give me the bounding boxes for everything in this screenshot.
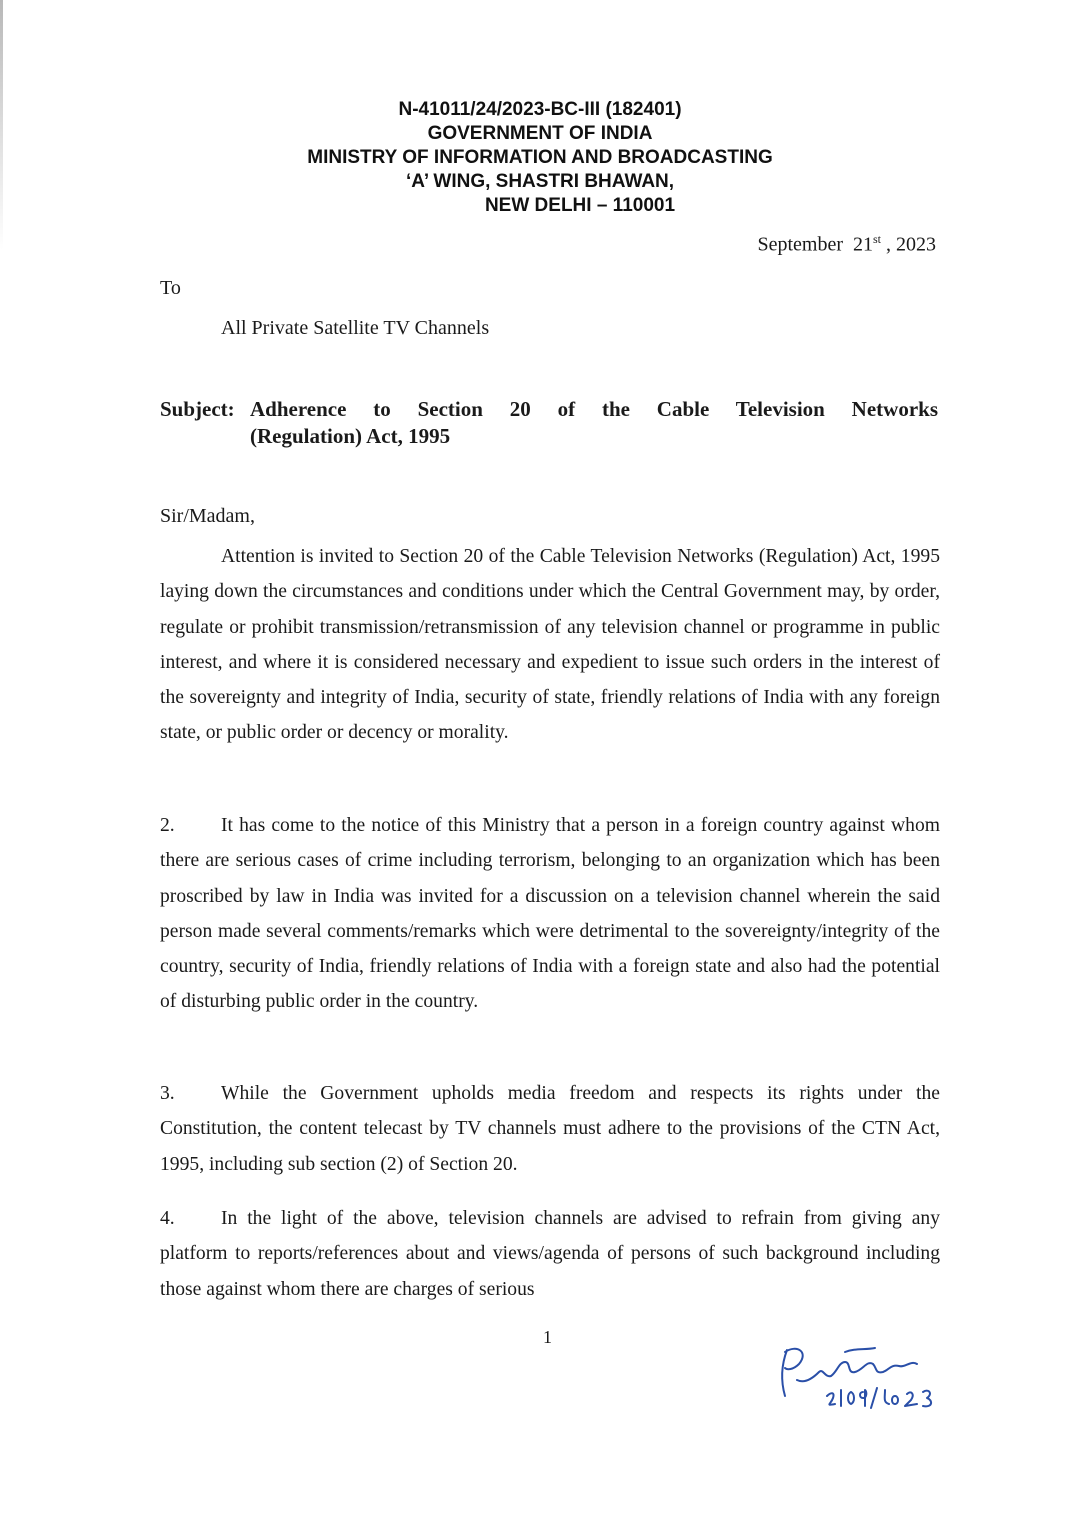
- address-wing: ‘A’ WING, SHASTRI BHAWAN,: [405, 171, 675, 192]
- paragraph-4-text: In the light of the above, television channels are advised to refrain from giving any platform to reports/references about and views/agenda of persons of such background including those against whom there are charges of serious: [160, 1208, 940, 1300]
- paragraph-3-text: While the Government upholds media freedom and respects its rights under the Constitution, the content telecast by TV channels must adhere to the provisions of the CTN Act, 1995, including sub section (2) of Section 20.: [160, 1083, 940, 1175]
- date-month: September: [757, 233, 843, 256]
- letter-date: [757, 232, 936, 257]
- handwritten-signature: [775, 1338, 985, 1418]
- salutation: Sir/Madam,: [160, 505, 255, 527]
- government-heading: GOVERNMENT OF INDIA: [427, 123, 653, 144]
- paragraph-3-number: 3.: [160, 1083, 175, 1104]
- subject-line-1: Adherence to Section 20 of the Cable Television Networks: [250, 397, 938, 421]
- to-label: To: [160, 277, 181, 299]
- paragraph-1-text: Attention is invited to Section 20 of the Cable Television Networks (Regulation) Act, 1995 laying down the circumstances and conditions under which the Central Government may, by order, regulate or prohibit transmission/retransmission of any television channel or programme in public interest, and where it is considered necessary and expedient to issue such orders in the interest of the sovereignty and integrity of India, security of state, friendly relations of India with any foreign state, or public order or decency or morality.: [160, 546, 940, 744]
- paragraph-4: [160, 1201, 940, 1307]
- file-reference-number: N-41011/24/2023-BC-III (182401): [398, 99, 682, 120]
- page-number: 1: [543, 1327, 552, 1347]
- paragraph-1: [160, 539, 940, 751]
- paragraph-3: [160, 1076, 940, 1182]
- addressee: All Private Satellite TV Channels: [221, 317, 490, 339]
- paragraph-2-text: It has come to the notice of this Ministry that a person in a foreign country against whom there are serious cases of crime including terrorism, belonging to an organization which has been proscribed by law in India was invited for a discussion on a television channel wherein the said person made several comments/remarks which were detrimental to the sovereignty/integrity of the country, security of India, friendly relations of India with a foreign state and also had the potential of disturbing public order in the country.: [160, 815, 940, 1013]
- address-city: NEW DELHI – 110001: [484, 195, 676, 216]
- subject-line-2: (Regulation) Act, 1995: [250, 424, 451, 448]
- ministry-heading: MINISTRY OF INFORMATION AND BROADCASTING: [307, 147, 773, 168]
- date-year: , 2023: [886, 233, 936, 256]
- paragraph-2: [160, 808, 940, 1020]
- paragraph-2-number: 2.: [160, 815, 175, 836]
- subject-label: Subject:: [160, 397, 235, 421]
- paragraph-4-number: 4.: [160, 1208, 175, 1229]
- date-suffix: st: [872, 232, 881, 246]
- date-day: 21: [852, 233, 873, 256]
